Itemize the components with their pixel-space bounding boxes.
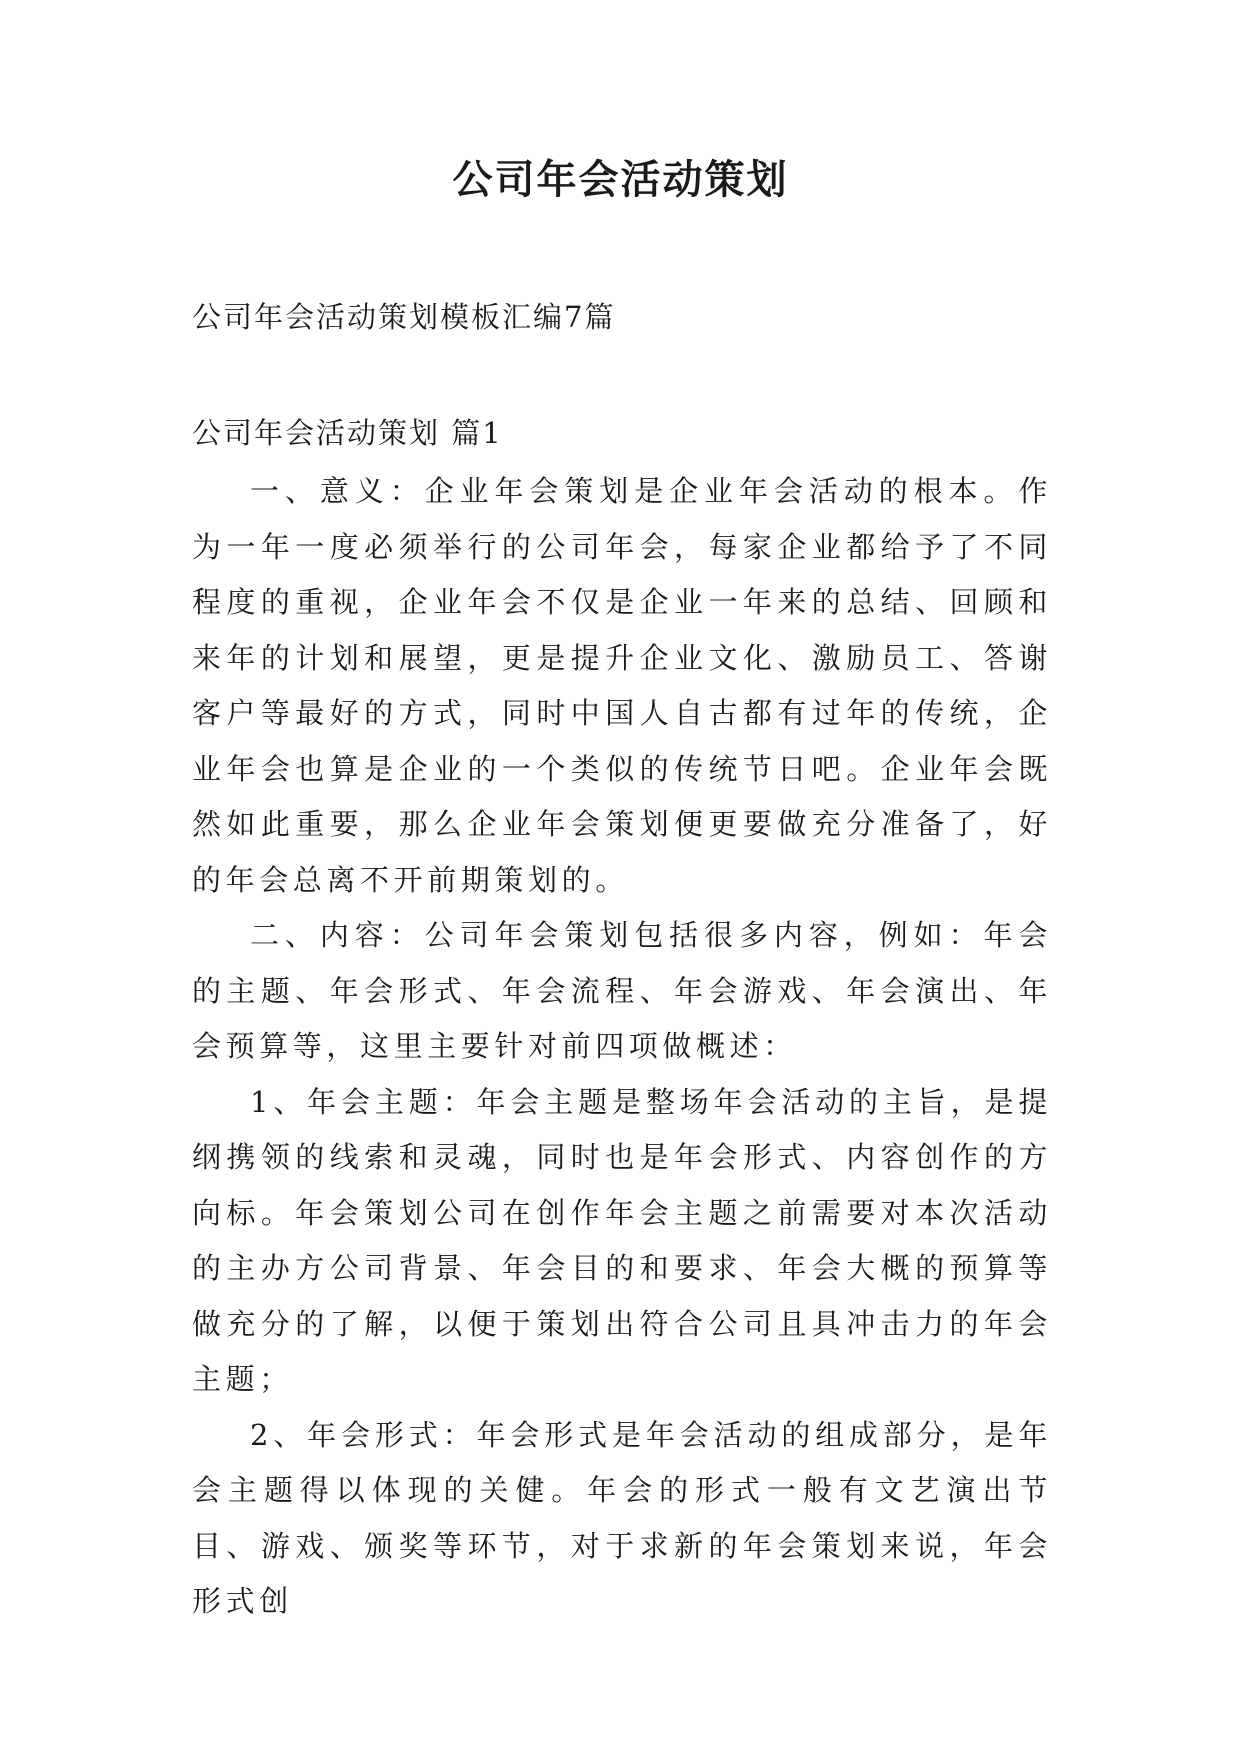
paragraph-content: 二、内容：公司年会策划包括很多内容，例如：年会的主题、年会形式、年会流程、年会游戏、年会演出、年会预算等，这里主要针对前四项做概述： [192,918,1052,1063]
body-text [192,464,1052,1630]
document-subtitle: 公司年会活动策划模板汇编7篇 [192,300,616,334]
paragraph-meaning: 一、意义：企业年会策划是企业年会活动的根本。作为一年一度必须举行的公司年会，每家企业都给予了不同程度的重视，企业年会不仅是企业一年来的总结、回顾和来年的计划和展望，更是提升企业文化、激励员工、答谢客户等最好的方式，同时中国人自古都有过年的传统，企业年会也算是企业的一个类似的传统节日吧。企业年会既然如此重要，那么企业年会策划便更要做充分准备了，好的年会总离不开前期策划的。 [192,474,1052,897]
paragraph-theme: 1、年会主题：年会主题是整场年会活动的主旨，是提纲携领的线索和灵魂，同时也是年会形式、内容创作的方向标。年会策划公司在创作年会主题之前需要对本次活动的主办方公司背景、年会目的和要求、年会大概的预算等做充分的了解，以便于策划出符合公司且具冲击力的年会主题； [192,1084,1052,1396]
paragraph-form: 2、年会形式：年会形式是年会活动的组成部分，是年会主题得以体现的关健。年会的形式一般有文艺演出节目、游戏、颁奖等环节，对于求新的年会策划来说，年会形式创 [192,1417,1052,1618]
section-heading: 公司年会活动策划 篇1 [192,416,503,450]
document-title: 公司年会活动策划 [452,157,789,203]
